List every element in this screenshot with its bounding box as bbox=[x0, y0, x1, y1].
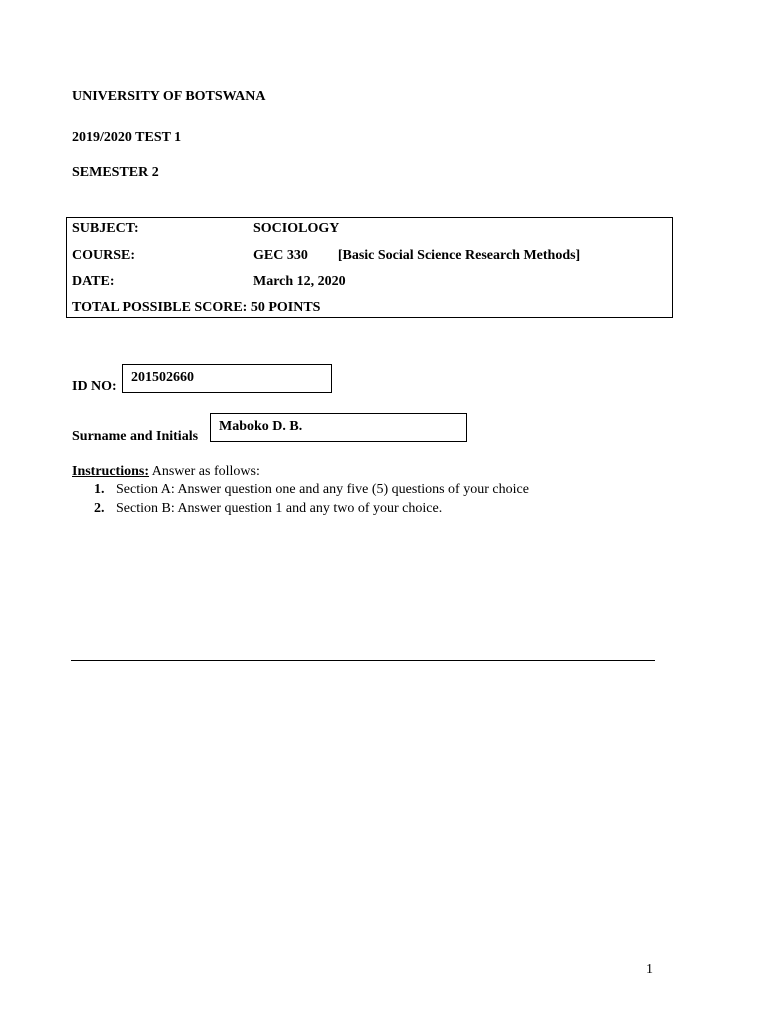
course-value bbox=[253, 248, 580, 264]
course-row bbox=[72, 248, 581, 264]
list-item-number: 2. bbox=[94, 501, 105, 516]
name-field: Maboko D. B. bbox=[210, 413, 467, 442]
divider-line bbox=[71, 660, 655, 661]
date-label: DATE: bbox=[72, 274, 115, 289]
course-code: GEC 330 bbox=[253, 248, 308, 263]
instructions-label: Instructions: bbox=[72, 464, 150, 479]
name-label: Surname and Initials bbox=[72, 429, 199, 444]
university-name: UNIVERSITY OF BOTSWANA bbox=[72, 89, 266, 104]
date-row bbox=[72, 274, 346, 290]
subject-value: SOCIOLOGY bbox=[253, 221, 340, 236]
list-item bbox=[94, 501, 442, 517]
list-item-text: Section B: Answer question 1 and any two of your choice. bbox=[116, 501, 443, 516]
course-info-box bbox=[66, 217, 673, 318]
subject-row bbox=[72, 221, 340, 237]
id-label: ID NO: bbox=[72, 379, 117, 394]
date-value: March 12, 2020 bbox=[253, 274, 346, 289]
list-item-number: 1. bbox=[94, 482, 105, 497]
subject-label: SUBJECT: bbox=[72, 221, 139, 236]
id-field: 201502660 bbox=[122, 364, 332, 393]
semester: SEMESTER 2 bbox=[72, 165, 159, 180]
course-label: COURSE: bbox=[72, 248, 136, 263]
instructions-intro: Answer as follows: bbox=[149, 464, 260, 479]
course-title: [Basic Social Science Research Methods] bbox=[337, 248, 581, 263]
instructions bbox=[72, 464, 260, 480]
total-score: TOTAL POSSIBLE SCORE: 50 POINTS bbox=[72, 300, 321, 315]
list-item bbox=[94, 482, 529, 498]
test-title: 2019/2020 TEST 1 bbox=[72, 130, 182, 145]
page-number: 1 bbox=[646, 962, 653, 977]
list-item-text: Section A: Answer question one and any five (5) questions of your choice bbox=[116, 482, 529, 497]
